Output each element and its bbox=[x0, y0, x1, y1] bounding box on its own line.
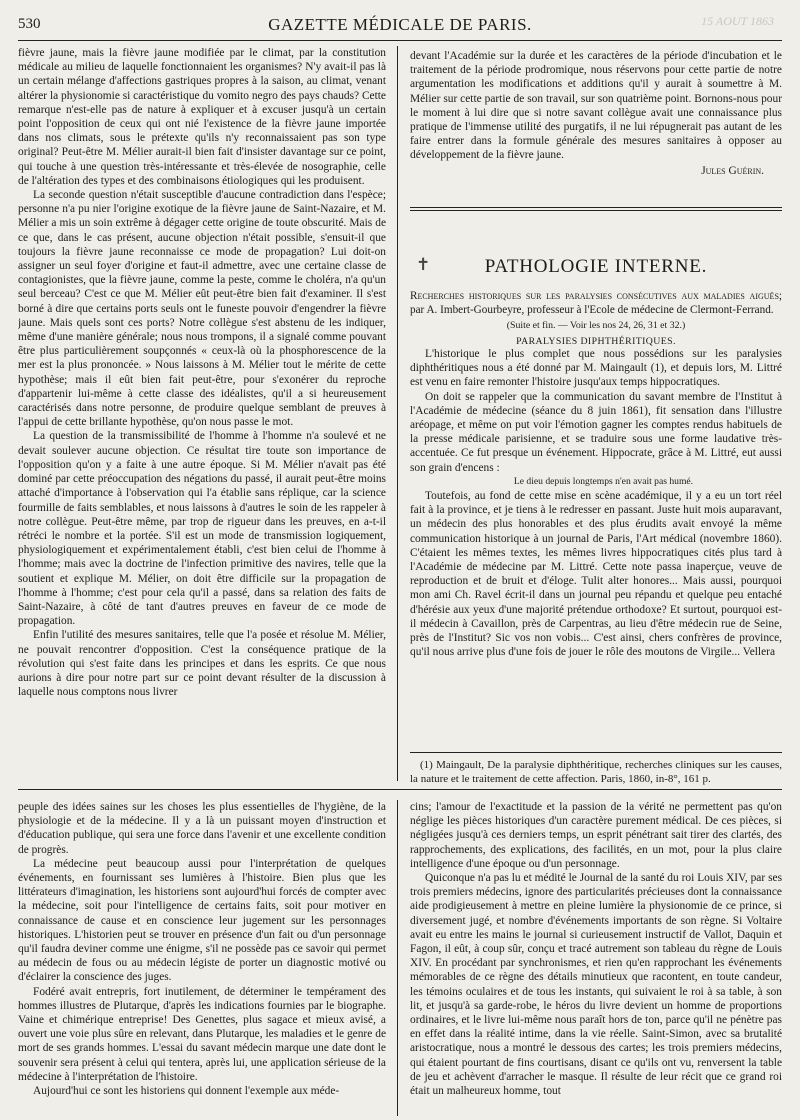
section-title: PATHOLOGIE INTERNE. bbox=[484, 256, 708, 277]
bottom-left-column bbox=[18, 800, 386, 1116]
column-rule bbox=[397, 46, 398, 781]
feuilleton-divider bbox=[18, 789, 782, 790]
paragraph: devant l'Académie sur la durée et les caractères de la période d'incubation et le traitement de la période prodromique, nous réservons pour cette partie de notre argumentation les modifications et additions qu'il y aurait à soumettre à M. Mélier sur cette partie de son travail, sur son quatrième point. Bornons-nous pour le moment à lui dire que si notre savant collègue avait une connaissance plus pratique de l'immense utilité des purgatifs, il ne lui répugnerait pas autant de les faire entrer dans la formule générale des mesures sanitaires à opposer au développement de la fièvre jaune. bbox=[410, 50, 782, 162]
paragraph: On doit se rappeler que la communication du savant membre de l'Institut à l'Académie de médecine (séance du 8 juin 1861), fit sensation dans l'illustre aréopage, et même on put voir l'émotion gagner les comptes rendus habituels de la presse médicale parisienne, et se traduire sous une forme laudative très-accentuée. Ce fut presque un événement. Hippocrate, grâce à M. Littré, eut aussi son grain d'encens : bbox=[410, 390, 782, 474]
journal-title: GAZETTE MÉDICALE DE PARIS. bbox=[268, 15, 532, 34]
top-right-article-body bbox=[410, 347, 782, 747]
page-header bbox=[18, 10, 782, 41]
subheading: PARALYSIES DIPHTHÉRITIQUES. bbox=[516, 336, 676, 347]
article-subtitle bbox=[410, 289, 782, 317]
top-left-column bbox=[18, 46, 386, 779]
paragraph: peuple des idées saines sur les choses les plus essentielles de l'hygiène, de la physiologie et de la médecine. Il y a là un puissant moyen d'instruction et d'éducation publique, qui sera une force dans l'avenir et une excellente condition de progrès. bbox=[18, 801, 386, 856]
paragraph: Enfin l'utilité des mesures sanitaires, telle que l'a posée et résolue M. Mélier, ne pouvait rencontrer d'opposition. C'est la conséquence pratique de la révolution qui s'est faite dans les principes et dans les esprits. Ce que nous aurions à dire pour notre part sur ce point devant résulter de la discussion à laquelle nous comptons nous livrer bbox=[18, 629, 386, 699]
top-right-column bbox=[410, 49, 782, 193]
paragraph: Toutefois, au fond de cette mise en scène académique, il y a eu un tort réel fait à la province, et je tiens à le redresser en passant. Juste huit mois auparavant, un médecin des plus honorables et des plus érudits avait envoyé la même communication historique à un journal de Paris, l'Art médical (novembre 1860). C'étaient les mêmes textes, les mêmes livres hippocratiques cités plus tard à l'Académie de médecine par M. Littré. Cette note passa inaperçue, veuve de reproduction et de bruit et d'éloge. Tulit alter honores... Mais aussi, pourquoi mon ami Ch. Ravel écrit-il dans un journal peu répandu et quelque peu entaché d'hérésie aux yeux d'une majorité prétendue orthodoxe? Et surtout, pourquoi est-il médecin à Cavaillon, près de Carpentras, au lieu d'être médecin rue de Seine, près de l'Institut? Sic vos non vobis... C'est ainsi, chers confrères de province, qu'il nous arrive plus d'une fois de jouer le rôle des moutons de Virgile... Vellera bbox=[410, 490, 782, 659]
paragraph: fièvre jaune, mais la fièvre jaune modifiée par le climat, par la constitution médicale au milieu de laquelle fonctionnaient les organismes? N'y avait-il pas là un certain mélange d'affections gastriques propres à la saison, au climat, venant altérer la physionomie si caractéristique du vomito negro des pays chauds? Cette remarque n'est-elle pas de nature à expliquer et à excuser jusqu'à un certain point l'opposition de ceux qui ont nié l'existence de la fièvre jaune importée dans nos climats, sous le prétexte qu'ils n'y reconnaissaient pas son type original? Peut-être M. Mélier aurait-il bien fait d'insister davantage sur ce point, qui touche à une question très-intéressante et très-élevée de nosographie, celle de l'altération des types et des combinaisons étiologiques qui les produisent. bbox=[18, 47, 386, 187]
footnote-divider bbox=[410, 752, 782, 753]
page-number: 530 bbox=[18, 16, 41, 32]
author-signature: Jules Guérin. bbox=[701, 164, 764, 177]
paragraph: La médecine peut beaucoup aussi pour l'interprétation de quelques événements, en fournissant ses lumières à l'histoire. Bien plus que les littérateurs d'imagination, les historiens sont aujourd'hui forcés de compter avec la médecine, soit pour l'intelligence de certains faits, soit pour motiver en connaissance de cause et en conscience leur jugement sur les personnages historiques. L'historien peut se trouver en présence d'un fait ou d'un personnage qu'il faudra deviner comme une énigme, s'il ne possède pas ce savoir qui permet au médecin de fous ou au médecin légiste de porter un diagnostic motivé ou d'éclairer la conscience des juges. bbox=[18, 857, 386, 984]
handwritten-mark: ✝ bbox=[416, 255, 431, 274]
paragraph: La question de la transmissibilité de l'homme à l'homme n'a soulevé et ne devait soulever aucune objection. Ce résultat tire toute son importance de l'opposition qu'on y a faite à une autre époque. Si M. Mélier n'avait pas été dominé par cette préoccupation des négations du passé, il aurait peut-être moins attaché d'importance à l'observation qui l'a établie sans réplique, car la science fourmille de faits semblables, et nous laissons à d'autres le soin de les rappeler à notre collègue. Peut-être même, par trop de rigueur dans les preuves, en a-t-il rétréci le nombre et la portée. S'il est un mode de transmission logiquement, physiologiquement et expérimentalement établi, c'est bien celui de l'homme à l'homme; mais avec la doctrine de l'infection primitive des navires, telle que la soutient et explique M. Mélier, on doit être difficile sur la propagation de l'homme à l'homme; c'est pour cela qu'il a passé, dans sa relation des faits de Saint-Nazaire, à côté de tant d'autres preuves en faveur de ce mode de propagation. bbox=[18, 430, 386, 628]
column-rule bbox=[397, 800, 398, 1116]
footnote bbox=[410, 758, 782, 786]
article-title: Recherches historiques sur les paralysies consécutives aux maladies aiguës; bbox=[410, 290, 782, 302]
quotation: Le dieu depuis longtemps n'en avait pas humé. bbox=[513, 475, 694, 487]
section-divider bbox=[410, 207, 782, 208]
section-divider bbox=[410, 210, 782, 211]
paragraph: Aujourd'hui ce sont les historiens qui donnent l'exemple aux méde- bbox=[33, 1085, 340, 1098]
paragraph: Fodéré avait entrepris, fort inutilement, de déterminer le tempérament des hommes illustres de Plutarque, d'après les indications fournies par le biographe. Vaine et chimérique entreprise! Des Genettes, plus sagace et mieux avisé, a ouvert une voie plus sûre en relevant, dans Plutarque, les maladies et le genre de mort de ses grands hommes. L'essai du savant médecin marque une date dont le souvenir sera présent à celui qui tentera, après lui, une application sérieuse de la médecine à l'interprétation de l'histoire. bbox=[18, 985, 386, 1083]
continuation-note: (Suite et fin. — Voir les nos 24, 26, 31 et 32.) bbox=[506, 320, 686, 331]
paragraph: La seconde question n'était susceptible d'aucune contradiction dans l'espèce; personne n'a pu nier l'origine exotique de la fièvre jaune de Saint-Nazaire, et M. Mélier a mis un soin extrême à dégager cette origine de toute obscurité. Mais de ce que, dans le cas présent, aucune objection n'était possible, s'ensuit-il que toujours la fièvre jaune reconnaisse ce mode de propagation? Lui doit-on assigner un seul foyer d'origine et faut-il admettre, avec une certaine classe de contagionistes, que la fièvre jaune, comme la peste, comme le choléra, n'a qu'un seul berceau? C'est ce que M. Mélier eût peut-être bien fait d'examiner. Il s'est borné à dire que certains ports seuls ont le funeste pouvoir d'engendrer la fièvre jaune. Mais quels sont ces ports? Notre collègue s'est abstenu de les indiquer, même d'une manière générale; nous nous trompons, il a signalé comme pouvant être plus particulièrement soupçonnés « ceux-là où la phosphorescence de la mer est la plus prononcée. » Nous laissons à M. Mélier tout le mérite de cette hypothèse; mais il eût bien fait peut-être, pour s'exonérer du reproche d'appartenir lui-même à cette classe des idéalistes, qu'il a si heureusement caractérisés dans notre personne, de produire quelque semblant de preuves à l'appui de cette brillante hypothèse, qu'on nous passe le mot. bbox=[18, 189, 386, 429]
article-author: par A. Imbert-Gourbeyre, professeur à l'Ecole de médecine de Clermont-Ferrand. bbox=[410, 304, 774, 316]
paragraph: L'historique le plus complet que nous possédions sur les paralysies diphthéritiques nous a été donné par M. Maingault (1), et depuis lors, M. Littré est venu en faire remonter l'histoire jusqu'aux temps hippocratiques. bbox=[410, 348, 782, 389]
paragraph: cins; l'amour de l'exactitude et la passion de la vérité ne permettent pas qu'on néglige les pièces historiques d'un caractère purement médical. De ces pièces, si négligées jusqu'à ces derniers temps, un esprit pénétrant sait tirer des clartés, des rapprochements, des explications, des facilités, en un mot, pour la plus claire intelligence d'une époque ou d'un personnage. bbox=[410, 801, 782, 870]
paragraph: Quiconque n'a pas lu et médité le Journal de la santé du roi Louis XIV, par ses trois premiers médecins, ignore des particularités précieuses dont la connaissance aide prodigieusement à mettre en pleine lumière la physionomie de ce prince, si diversement jugé, et nombre d'événements importants de son règne. Si Voltaire avait eu entre les mains le journal si curieusement instructif de Vallot, Daquin et Fagon, il eût, à coup sûr, conçu et tracé autrement son tableau du règne de Louis XIV. En procédant par synchronismes, et rien qu'en rapprochant les événements mémorables de ce règne des détails minutieux que racontent, en toute candeur, les témoins oculaires et de tous les instants, qui suivaient le roi à sa table, à son lit, et jusqu'à sa garde-robe, le héros du livre devient un homme de proportions ordinaires, et le livre lui-même nous paraît hors de ton, parce qu'il ne pénètre pas en effet dans la réalité intime, dans la vie réelle. Saint-Simon, avec sa brutalité aristocratique, nous a montré le dessous des cartes; les trois premiers médecins, qui étaient pourtant de fins courtisans, disant ce qu'ils ont vu, renversent la table de jeu et achèvent d'arracher le masque. Il résulte de leur récit que ce grand roi était un malheureux homme, tout bbox=[410, 872, 782, 1098]
date-stamp: 15 AOUT 1863 bbox=[701, 14, 774, 28]
bottom-right-column bbox=[410, 800, 782, 1116]
footnote-text: (1) Maingault, De la paralysie diphthéritique, recherches cliniques sur les causes, la nature et le traitement de cette affection. Paris, 1860, in-8°, 161 p. bbox=[410, 759, 782, 785]
